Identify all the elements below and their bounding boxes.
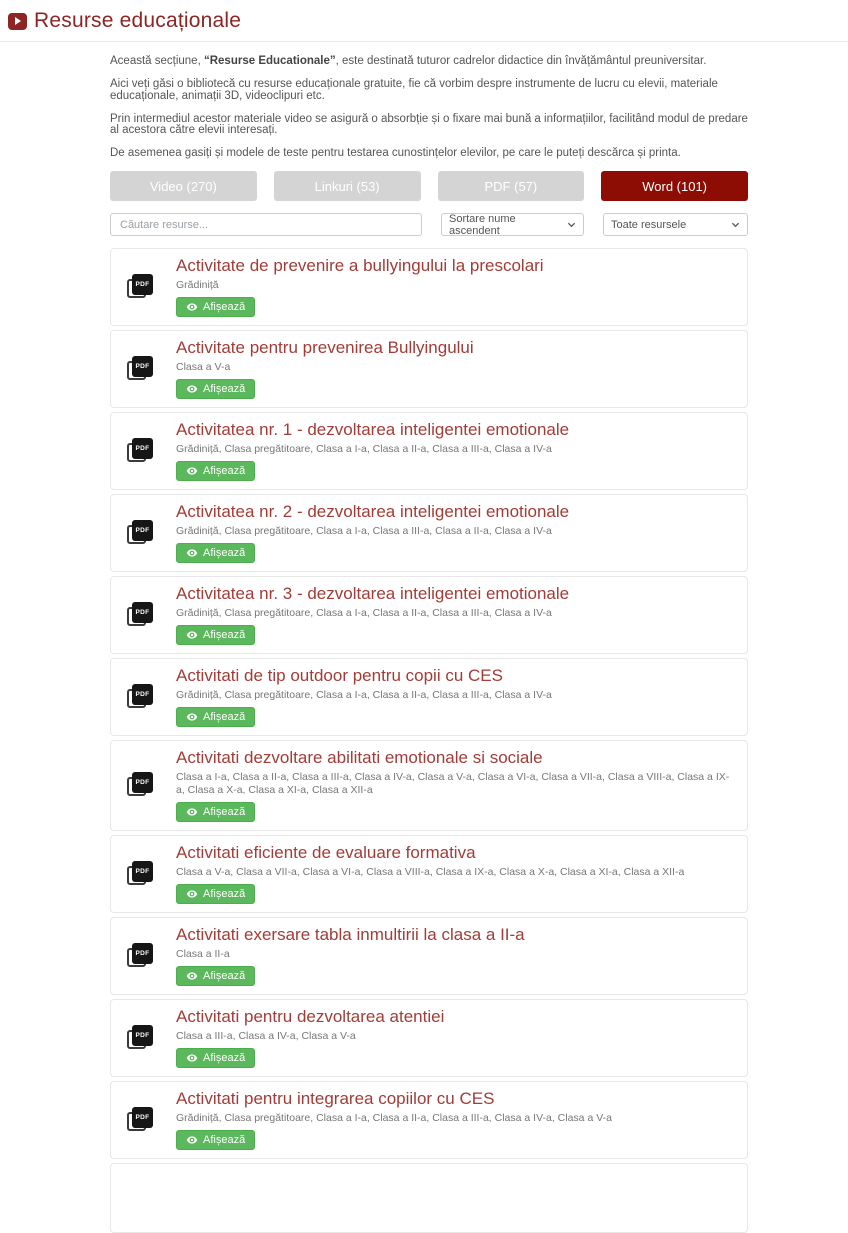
pdf-file-icon <box>127 684 154 711</box>
resource-type-tab[interactable] <box>110 171 257 201</box>
show-button-label: Afișează <box>203 1134 246 1146</box>
show-resource-button[interactable] <box>176 461 255 481</box>
eye-icon <box>186 1134 198 1146</box>
resource-class-levels: Clasa a II-a <box>176 948 230 960</box>
resource-type-tab[interactable] <box>601 171 748 201</box>
resource-class-levels: Clasa a I-a, Clasa a II-a, Clasa a III-a, Clasa a IV-a, Clasa a V-a, Clasa a VI-a, Clasa a VII-a, Clasa a VIII-a, Clasa a IX-a, Clasa a X-a, Clasa a XI-a, Clasa a XII-a <box>176 771 730 796</box>
pdf-icon-label: PDF <box>132 772 153 793</box>
intro-paragraph-4: De asemenea gasiți și modele de teste pentru testarea cunostințelor elevilor, pe care le puteți descărca și printa. <box>110 147 681 159</box>
video-play-icon <box>8 13 27 30</box>
show-button-label: Afișează <box>203 383 246 395</box>
intro-paragraph-2: Aici veți găsi o bibliotecă cu resurse educaționale gratuite, fie că vorbim despre instrumente de lucru cu elevii, materiale educaționale, animații 3D, videoclipuri etc. <box>110 78 718 102</box>
resource-title-link[interactable]: Activitatea nr. 1 - dezvoltarea inteligentei emotionale <box>176 420 570 439</box>
resource-card <box>110 658 748 736</box>
pdf-icon-label: PDF <box>132 356 153 377</box>
resource-class-levels: Grădiniță, Clasa pregătitoare, Clasa a I-a, Clasa a II-a, Clasa a III-a, Clasa a IV-a <box>176 443 552 455</box>
resource-class-levels: Grădiniță, Clasa pregătitoare, Clasa a I-a, Clasa a II-a, Clasa a III-a, Clasa a IV-a <box>176 689 552 701</box>
pdf-icon-label: PDF <box>132 1025 153 1046</box>
pdf-icon-label: PDF <box>132 943 153 964</box>
show-button-label: Afișează <box>203 1052 246 1064</box>
show-button-label: Afișează <box>203 301 246 313</box>
eye-icon <box>186 806 198 818</box>
resource-type-tab[interactable] <box>274 171 421 201</box>
filter-row <box>110 213 748 236</box>
pdf-icon-label: PDF <box>132 274 153 295</box>
show-resource-button[interactable] <box>176 543 255 563</box>
show-button-label: Afișează <box>203 970 246 982</box>
search-input[interactable] <box>110 213 422 236</box>
tab-label: PDF (57) <box>484 178 538 194</box>
main-content <box>110 56 748 1233</box>
pdf-icon-label: PDF <box>132 684 153 705</box>
show-resource-button[interactable] <box>176 802 255 822</box>
tab-label: Linkuri (53) <box>314 178 380 194</box>
show-button-label: Afișează <box>203 888 246 900</box>
pdf-icon-label: PDF <box>132 1107 153 1128</box>
chevron-down-icon <box>731 220 740 229</box>
resource-class-levels: Clasa a V-a <box>176 361 231 373</box>
tab-label: Video (270) <box>149 178 217 194</box>
show-button-label: Afișează <box>203 547 246 559</box>
resource-title-link[interactable]: Activitatea nr. 2 - dezvoltarea inteligentei emotionale <box>176 502 570 521</box>
intro-paragraph-1: Această secțiune, “Resurse Educationale”, este destinată tuturor cadrelor didactice din învățământul preuniversitar. <box>110 55 707 67</box>
resource-title-link[interactable]: Activitate de prevenire a bullyingului la prescolari <box>176 256 544 275</box>
eye-icon <box>186 970 198 982</box>
sort-select-value: Sortare nume ascendent <box>449 212 516 237</box>
eye-icon <box>186 1052 198 1064</box>
resource-class-levels: Grădiniță, Clasa pregătitoare, Clasa a I-a, Clasa a III-a, Clasa a II-a, Clasa a IV-a <box>176 525 552 537</box>
eye-icon <box>186 629 198 641</box>
eye-icon <box>186 547 198 559</box>
pdf-icon-label: PDF <box>132 861 153 882</box>
show-button-label: Afișează <box>203 629 246 641</box>
resource-card <box>110 576 748 654</box>
pdf-file-icon <box>127 274 154 301</box>
show-resource-button[interactable] <box>176 1048 255 1068</box>
resource-class-levels: Grădiniță, Clasa pregătitoare, Clasa a I-a, Clasa a II-a, Clasa a III-a, Clasa a IV-a, Clasa a V-a <box>176 1112 612 1124</box>
section-name-bold: “Resurse Educationale” <box>203 55 336 67</box>
eye-icon <box>186 711 198 723</box>
resource-card <box>110 248 748 326</box>
pdf-file-icon <box>127 438 154 465</box>
show-resource-button[interactable] <box>176 625 255 645</box>
pdf-file-icon <box>127 772 154 799</box>
tab-label: Word (101) <box>642 178 708 194</box>
pdf-file-icon <box>127 861 154 888</box>
show-button-label: Afișează <box>203 465 246 477</box>
resource-title-link[interactable]: Activitati de tip outdoor pentru copii cu CES <box>176 666 503 685</box>
resource-title-link[interactable]: Activitati eficiente de evaluare formativa <box>176 843 476 862</box>
pdf-file-icon <box>127 602 154 629</box>
pdf-file-icon <box>127 520 154 547</box>
pdf-file-icon <box>127 1107 154 1134</box>
resource-card <box>110 330 748 408</box>
eye-icon <box>186 465 198 477</box>
intro-paragraph-3: Prin intermediul acestor materiale video se asigură o absorbție și o fixare mai bună a informațiilor, facilitând modul de predare al acestora către elevii interesați. <box>110 112 748 136</box>
resource-type-tab[interactable] <box>438 171 585 201</box>
resource-class-levels: Clasa a III-a, Clasa a IV-a, Clasa a V-a <box>176 1030 356 1042</box>
show-button-label: Afișează <box>203 711 246 723</box>
resource-card <box>110 835 748 913</box>
resource-card <box>110 412 748 490</box>
resource-list <box>110 248 748 1159</box>
page-header <box>0 0 848 42</box>
resource-card <box>110 740 748 831</box>
resource-card <box>110 1081 748 1159</box>
sort-select[interactable] <box>441 213 584 236</box>
show-resource-button[interactable] <box>176 1130 255 1150</box>
eye-icon <box>186 301 198 313</box>
resource-title-link[interactable]: Activitati dezvoltare abilitati emotionale si sociale <box>176 748 543 767</box>
pdf-icon-label: PDF <box>132 602 153 623</box>
show-resource-button[interactable] <box>176 884 255 904</box>
pdf-icon-label: PDF <box>132 438 153 459</box>
pdf-file-icon <box>127 943 154 970</box>
resource-card <box>110 494 748 572</box>
show-button-label: Afișează <box>203 806 246 818</box>
pdf-file-icon <box>127 1025 154 1052</box>
resource-card-partial <box>110 1163 748 1233</box>
resource-class-levels: Grădiniță <box>176 279 219 291</box>
resource-title-link[interactable]: Activitati pentru dezvoltarea atentiei <box>176 1007 445 1026</box>
eye-icon <box>186 383 198 395</box>
chevron-down-icon <box>567 220 576 229</box>
resource-title-link[interactable]: Activitati pentru integrarea copiilor cu CES <box>176 1089 495 1108</box>
resource-card <box>110 917 748 995</box>
resource-card <box>110 999 748 1077</box>
category-select-value: Toate resursele <box>611 218 687 231</box>
category-select[interactable] <box>603 213 748 236</box>
resource-class-levels: Clasa a V-a, Clasa a VII-a, Clasa a VI-a, Clasa a VIII-a, Clasa a IX-a, Clasa a X-a, Clasa a XI-a, Clasa a XII-a <box>176 866 685 878</box>
tab-bar <box>110 171 748 201</box>
pdf-file-icon <box>127 356 154 383</box>
resource-title-link[interactable]: Activitate pentru prevenirea Bullyingului <box>176 338 474 357</box>
show-resource-button[interactable] <box>176 707 255 727</box>
resource-title-link[interactable]: Activitatea nr. 3 - dezvoltarea inteligentei emotionale <box>176 584 570 603</box>
resource-class-levels: Grădiniță, Clasa pregătitoare, Clasa a I-a, Clasa a II-a, Clasa a III-a, Clasa a IV-a <box>176 607 552 619</box>
resource-title-link[interactable]: Activitati exersare tabla inmultirii la clasa a II-a <box>176 925 525 944</box>
pdf-icon-label: PDF <box>132 520 153 541</box>
intro-text <box>110 56 748 160</box>
eye-icon <box>186 888 198 900</box>
show-resource-button[interactable] <box>176 297 255 317</box>
show-resource-button[interactable] <box>176 966 255 986</box>
page-title: Resurse educaționale <box>34 9 242 32</box>
show-resource-button[interactable] <box>176 379 255 399</box>
